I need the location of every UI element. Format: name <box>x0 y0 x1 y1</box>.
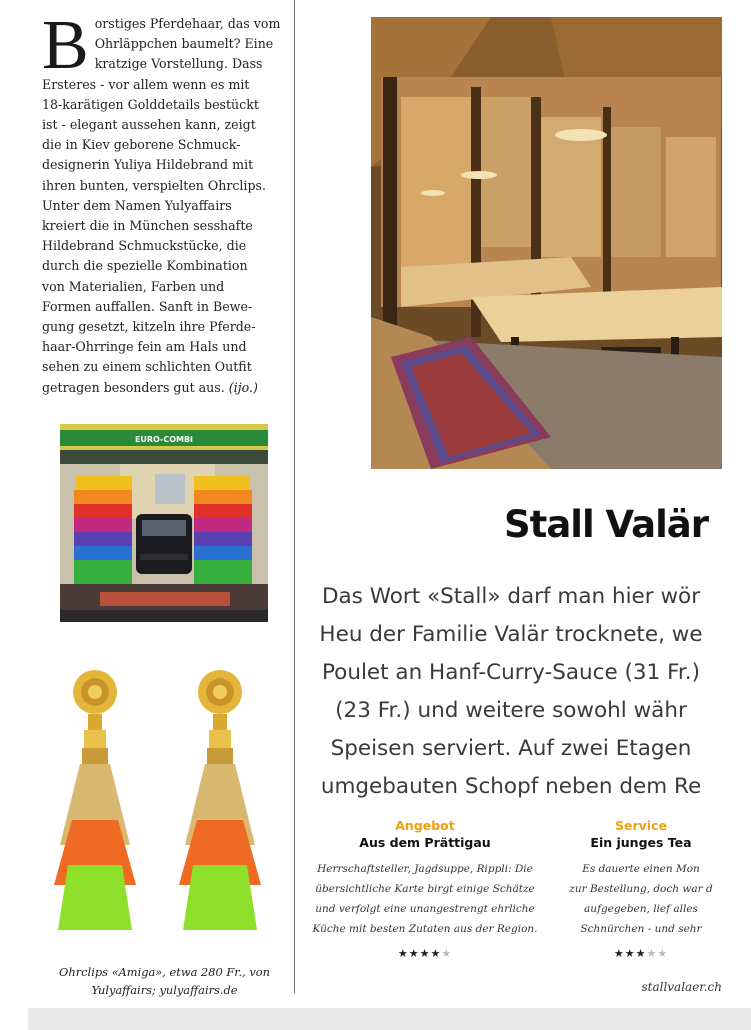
box-text-line: Schnürchen - und sehr <box>580 923 702 935</box>
lead-line: Poulet an Hanf-Curry-Sauce (31 Fr.) <box>321 660 701 685</box>
caption-line: Yulyaffairs; yulyaffairs.de <box>91 983 238 997</box>
box-text-line: übersichtliche Karte birgt einige Schätze <box>315 883 535 895</box>
page-bottom-strip <box>28 1008 751 1030</box>
box-text <box>300 859 550 939</box>
star-filled-icon: ★ <box>397 947 409 960</box>
article-lead <box>300 578 722 806</box>
box-title: Aus dem Prättigau <box>359 835 491 850</box>
earring-left <box>54 670 136 930</box>
article-line: Ohrläppchen baumelt? Eine <box>94 36 274 52</box>
caption-line: Ohrclips «Amiga», etwa 280 Fr., von <box>59 965 270 979</box>
box-text-line: zur Bestellung, doch war d <box>569 883 713 895</box>
star-empty-icon: ★ <box>646 947 658 960</box>
info-box-angebot <box>300 818 550 960</box>
star-filled-icon: ★ <box>635 947 647 960</box>
article-line: kreiert die in München sesshafte <box>42 218 253 234</box>
article-line: ihren bunten, verspielten Ohrclips. <box>42 177 266 193</box>
star-filled-icon: ★ <box>624 947 636 960</box>
article-line: gung gesetzt, kitzeln ihre Pferde- <box>42 319 256 335</box>
lead-line: Speisen serviert. Auf zwei Etagen <box>330 736 692 761</box>
star-rating <box>560 947 722 960</box>
star-filled-icon: ★ <box>613 947 625 960</box>
article-line: orstiges Pferdehaar, das vom <box>94 16 281 31</box>
page-edge <box>722 0 751 1008</box>
article-line: kratzige Vorstellung. Dass <box>94 56 263 72</box>
article-line: haar-Ohrringe fein am Hals und <box>42 339 247 355</box>
website-url: stallvalaer.ch <box>641 980 722 994</box>
restaurant-interior-photo <box>371 17 722 469</box>
lead-line: Das Wort «Stall» darf man hier wör <box>321 584 701 609</box>
box-text-line: und verfolgt eine unangestrengt ehrliche <box>315 903 535 915</box>
carwash-sign: EURO-COMBI <box>134 435 194 444</box>
article-line: von Materialien, Farben und <box>42 278 225 294</box>
drop-cap: B <box>42 7 89 84</box>
box-text-line: Herrschaftsteller, Jagdsuppe, Rippli: Die <box>317 863 533 875</box>
article-line: Ersteres - vor allem wenn es mit <box>42 76 250 92</box>
author-byline: (ijo.) <box>228 379 258 395</box>
article-line: sehen zu einem schlichten Outfit <box>42 359 252 375</box>
lead-line: umgebauten Schopf neben dem Re <box>320 774 702 799</box>
carwash-photo <box>60 424 268 622</box>
box-label: Service <box>615 818 667 833</box>
box-text <box>560 859 722 939</box>
star-filled-icon: ★ <box>408 947 420 960</box>
article-line: Unter dem Namen Yulyaffairs <box>42 197 232 213</box>
column-divider <box>294 0 295 993</box>
article-line: getragen besonders gut aus. <box>42 379 225 395</box>
article-headline: Stall Valär <box>504 503 709 546</box>
article-line: Formen auffallen. Sanft in Bewe- <box>42 298 253 314</box>
box-label: Angebot <box>395 818 455 833</box>
box-text-line: Küche mit besten Zutaten aus der Region. <box>312 923 538 935</box>
lead-line: (23 Fr.) und weitere sowohl währ <box>335 698 687 723</box>
star-empty-icon: ★ <box>657 947 669 960</box>
box-text-line: aufgegeben, lief alles <box>584 903 698 915</box>
article-line: durch die spezielle Kombination <box>42 258 248 274</box>
article-line: designerin Yuliya Hildebrand mit <box>42 157 254 173</box>
article-line: die in Kiev geborene Schmuck- <box>42 137 241 153</box>
star-filled-icon: ★ <box>419 947 431 960</box>
article-line: Hildebrand Schmuckstücke, die <box>42 238 247 254</box>
box-title: Ein junges Tea <box>590 835 692 850</box>
article-line: ist - elegant aussehen kann, zeigt <box>42 117 256 133</box>
article-line: 18-karätigen Golddetails bestückt <box>42 96 259 112</box>
earrings-photo <box>50 660 280 960</box>
article-body-left <box>42 7 287 398</box>
lead-line: Heu der Familie Valär trocknete, we <box>319 622 703 647</box>
star-filled-icon: ★ <box>430 947 442 960</box>
box-text-line: Es dauerte einen Mon <box>582 863 700 875</box>
info-box-service <box>560 818 722 960</box>
photo-caption <box>42 963 287 999</box>
star-empty-icon: ★ <box>441 947 453 960</box>
star-rating <box>300 947 550 960</box>
earring-right <box>179 670 261 930</box>
